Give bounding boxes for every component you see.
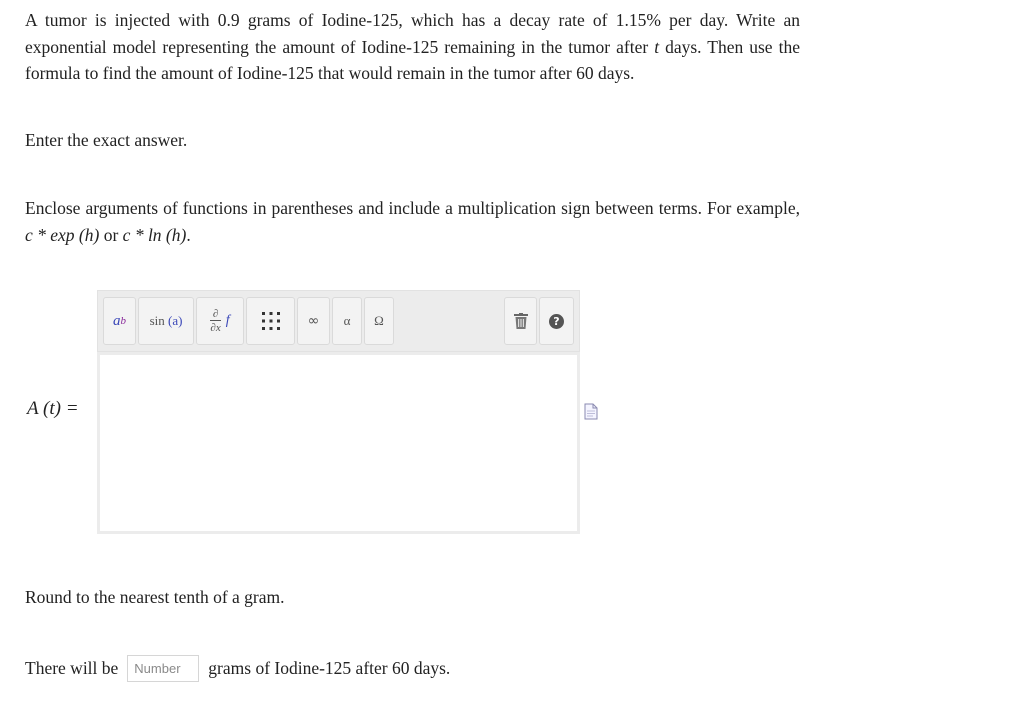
infinity-button[interactable]	[297, 297, 330, 345]
matrix-button[interactable]	[246, 297, 295, 345]
answer-prefix: There will be	[25, 658, 119, 678]
number-input[interactable]	[127, 655, 199, 682]
functions-button[interactable]	[138, 297, 194, 345]
exact-answer-instruction: Enter the exact answer.	[25, 130, 188, 150]
sin-arg: (a)	[167, 313, 183, 328]
greek-lowercase-button[interactable]	[332, 297, 362, 345]
format-instruction	[25, 195, 800, 248]
alpha-symbol: α	[343, 313, 351, 328]
instruction-text: .	[186, 224, 191, 245]
math-rate: 1.15%	[615, 10, 661, 30]
problem-text: A tumor is injected with	[25, 10, 218, 30]
instruction-text: Enclose arguments of functions in parentheses and include a multiplication sign between terms. For example,	[25, 198, 800, 218]
function-label: A (t) =	[27, 398, 79, 419]
instruction-text: or	[99, 224, 123, 245]
math-variable-t: t	[654, 36, 660, 57]
calculus-button[interactable]	[196, 297, 244, 345]
infinity-symbol: ∞	[307, 313, 320, 329]
problem-text: grams of Iodine-125, which has a decay rate of	[239, 10, 616, 30]
problem-statement	[25, 7, 800, 87]
trash-icon	[514, 313, 528, 329]
help-button[interactable]	[539, 297, 574, 345]
greek-uppercase-button[interactable]	[364, 297, 394, 345]
matrix-icon	[261, 311, 281, 331]
math-mass: 0.9	[217, 10, 240, 30]
deriv-function: f	[225, 313, 230, 328]
rounding-instruction: Round to the nearest tenth of a gram.	[25, 587, 285, 607]
math-editor-toolbar	[97, 290, 580, 352]
sin-label: sin	[149, 313, 165, 328]
problem-text: days.	[593, 63, 635, 83]
answer-label	[27, 398, 79, 420]
trash-button[interactable]	[504, 297, 537, 345]
example-ln: c * ln (h)	[122, 224, 187, 245]
numeric-answer-line	[25, 655, 450, 682]
deriv-denominator: ∂x	[210, 322, 221, 334]
example-exp: c * exp (h)	[25, 224, 100, 245]
omega-symbol: Ω	[374, 313, 384, 328]
problem-text: per day. Write an exponential model representing the amount of Iodine-125 remaining in the tumor after	[25, 10, 800, 57]
math-days: 60	[576, 63, 594, 83]
help-icon: ?	[549, 314, 564, 329]
answer-suffix: grams of Iodine-125 after 60 days.	[208, 658, 451, 678]
document-icon[interactable]	[584, 403, 598, 425]
superscript-button[interactable]	[103, 297, 136, 345]
superscript-base: a	[113, 312, 121, 329]
superscript-exp: b	[120, 315, 126, 327]
math-answer-editor[interactable]	[97, 352, 580, 534]
problem-text: days. Then use the formula to find the amount of Iodine-125 that would remain in the tumor after	[25, 36, 800, 83]
deriv-numerator: ∂	[212, 308, 219, 320]
